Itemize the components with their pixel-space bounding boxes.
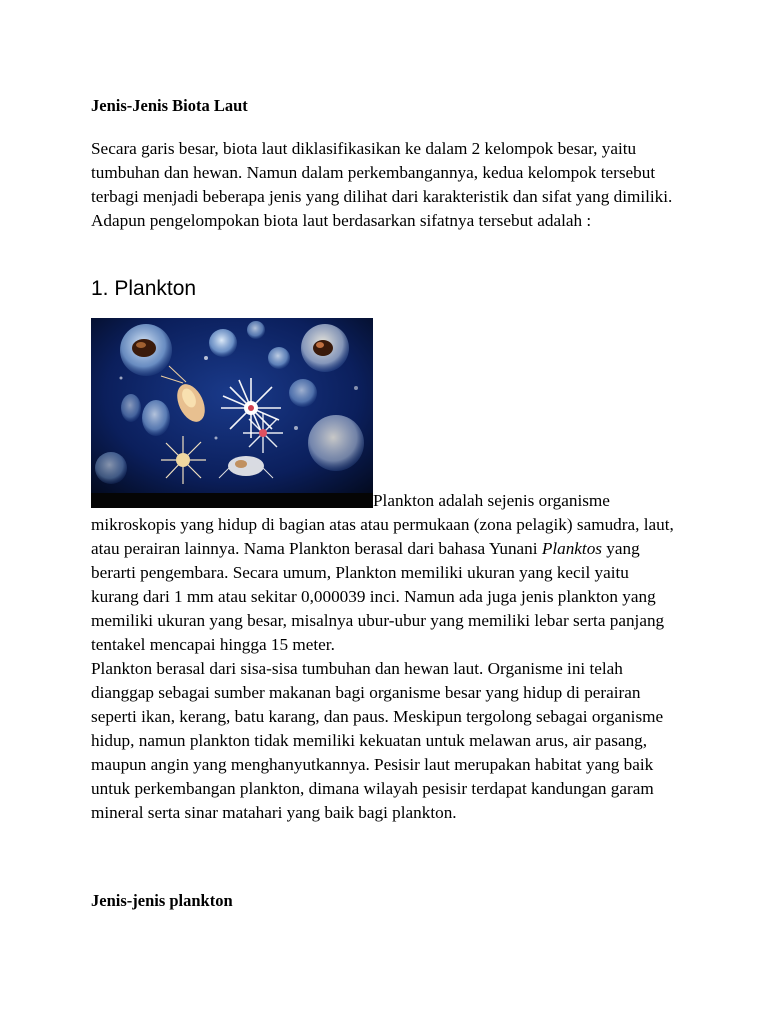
document-title: Jenis-Jenis Biota Laut [91, 96, 248, 115]
plankton-p1-text-b: yang berarti pengembara. Secara umum, Plankton memiliki ukuran yang kecil yaitu kurang dari 1 mm atau sekitar 0,000039 inci. Namun ada juga jenis plankton yang memiliki ukuran yang besar, misalnya ubur-ubur yang memiliki lebar serta panjang tentakel mencapai hingga 15 meter. [91, 539, 665, 654]
plankton-image [91, 318, 373, 508]
plankton-p1-text-a: Plankton adalah sejenis organisme mikroskopis yang hidup di bagian atas atau permukaan (zona pelagik) samudra, laut, atau perairan lainnya. Nama Plankton berasal dari bahasa Yunani [91, 491, 674, 558]
plankton-p1-italic: Planktos [541, 539, 602, 558]
subheading-jenis-plankton: Jenis-jenis plankton [91, 891, 233, 910]
plankton-body [91, 318, 676, 825]
plankton-paragraph-2: Plankton berasal dari sisa-sisa tumbuhan dan hewan laut. Organisme ini telah dianggap sebagai sumber makanan bagi organisme besar yang hidup di perairan seperti ikan, kerang, batu karang, dan paus. Meskipun tergolong sebagai organisme hidup, namun plankton tidak memiliki kekuatan untuk melawan arus, air pasang, maupun angin yang menghanyutkannya. Pesisir laut merupakan habitat yang baik untuk perkembangan plankton, dimana wilayah pesisir terdapat kandungan garam mineral serta sinar matahari yang baik bagi plankton. [91, 659, 664, 822]
intro-paragraph: Secara garis besar, biota laut diklasifikasikan ke dalam 2 kelompok besar, yaitu tumbuhan dan hewan. Namun dalam perkembangannya, kedua kelompok tersebut terbagi menjadi beberapa jenis yang dilihat dari karakteristik dan sifat yang dimiliki. Adapun pengelompokan biota laut berdasarkan sifatnya tersebut adalah : [91, 139, 673, 230]
plankton-paragraph-1 [91, 489, 676, 657]
section-title-plankton: 1. Plankton [91, 277, 197, 300]
